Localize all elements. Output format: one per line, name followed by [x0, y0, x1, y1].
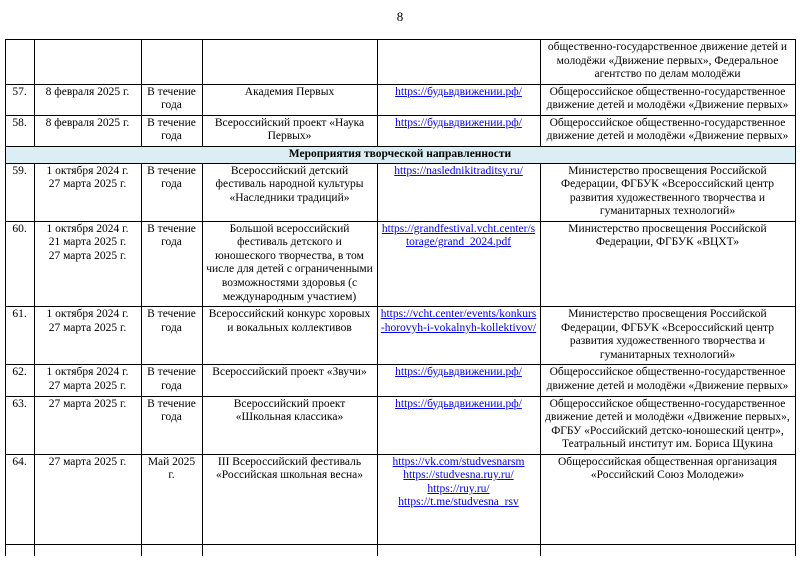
row-number-cell: 64. — [5, 454, 34, 544]
organizer-cell: Общероссийское общественно-государственное движение детей и молодёжи «Движение первых» — [540, 365, 795, 396]
event-link[interactable]: https://ruy.ru/ — [427, 482, 490, 495]
organizer-cell: Министерство просвещения Российской Федерации, ФГБУК «Всероссийский центр развития художественного творчества и гуманитарных технологий» — [540, 307, 795, 365]
duration-cell: В течение года — [141, 396, 202, 454]
event-name-cell: III Всероссийский фестиваль «Российская школьная весна» — [202, 454, 377, 544]
dates-cell — [34, 307, 141, 365]
row-number-cell: 58. — [5, 115, 34, 146]
table-row — [5, 115, 795, 146]
organizer-cell: Министерство просвещения Российской Федерации, ФГБУК «Всероссийский центр развития художественного творчества и гуманитарных технологий» — [540, 163, 795, 221]
table-row — [5, 544, 795, 556]
organizer-cell — [540, 544, 795, 556]
row-number-cell: 59. — [5, 163, 34, 221]
date-text: 27 марта 2025 г. — [48, 249, 127, 262]
event-name-cell: Всероссийский конкурс хоровых и вокальных коллективов — [202, 307, 377, 365]
event-link[interactable]: https://будьвдвижении.рф/ — [395, 116, 522, 129]
event-name-cell — [202, 544, 377, 556]
table-row — [5, 84, 795, 115]
date-text: 27 марта 2025 г. — [48, 455, 127, 468]
table-row — [5, 396, 795, 454]
event-name-cell: Академия Первых — [202, 84, 377, 115]
date-text: 1 октября 2024 г. — [46, 164, 129, 177]
table-row — [5, 221, 795, 306]
links-cell — [377, 84, 540, 115]
row-number-cell — [5, 544, 34, 556]
links-cell — [377, 396, 540, 454]
duration-cell: В течение года — [141, 115, 202, 146]
duration-cell: В течение года — [141, 365, 202, 396]
event-link[interactable]: https://будьвдвижении.рф/ — [395, 85, 522, 98]
event-link[interactable]: https://t.me/studvesna_rsv — [398, 496, 519, 509]
links-cell — [377, 115, 540, 146]
table-row — [5, 365, 795, 396]
organizer-cell: Министерство просвещения Российской Федерации, ФГБУК «ВЦХТ» — [540, 221, 795, 306]
date-text: 1 октября 2024 г. — [46, 222, 129, 235]
event-name-cell: Всероссийский проект «Наука Первых» — [202, 115, 377, 146]
event-name-cell: Большой всероссийский фестиваль детского и юношеского творчества, в том числе для детей с ограниченными возможностями здоровья (с международным участием) — [202, 221, 377, 306]
links-cell — [377, 163, 540, 221]
events-schedule-table — [5, 39, 796, 556]
duration-cell — [141, 544, 202, 556]
event-name-cell: Всероссийский проект «Звучи» — [202, 365, 377, 396]
organizer-cell: Общероссийское общественно-государственное движение детей и молодёжи «Движение первых» — [540, 115, 795, 146]
row-number-cell — [5, 40, 34, 85]
links-cell — [377, 40, 540, 85]
duration-cell: В течение года — [141, 221, 202, 306]
dates-cell — [34, 115, 141, 146]
dates-cell — [34, 544, 141, 556]
event-name-cell: Всероссийский проект «Школьная классика» — [202, 396, 377, 454]
dates-cell — [34, 365, 141, 396]
page-number: 8 — [396, 9, 404, 24]
event-link[interactable]: https://будьвдвижении.рф/ — [395, 366, 522, 379]
event-name-cell: Всероссийский детский фестиваль народной культуры «Наследники традиций» — [202, 163, 377, 221]
organizer-cell: Общероссийская общественная организация «Российский Союз Молодежи» — [540, 454, 795, 544]
row-number-cell: 57. — [5, 84, 34, 115]
row-number-cell: 62. — [5, 365, 34, 396]
links-cell — [377, 544, 540, 556]
event-link[interactable]: https://grandfestival.vcht.center/storage/grand_2024.pdf — [381, 222, 536, 249]
event-link[interactable]: https://vk.com/studvesnarsm — [392, 455, 525, 468]
date-text: 27 марта 2025 г. — [48, 397, 127, 410]
duration-cell: В течение года — [141, 307, 202, 365]
dates-cell — [34, 396, 141, 454]
table-row — [5, 40, 795, 85]
dates-cell — [34, 40, 141, 85]
event-link[interactable]: https://studvesna.ruy.ru/ — [403, 469, 514, 482]
event-link[interactable]: https://будьвдвижении.рф/ — [395, 397, 522, 410]
schedule-table-body — [5, 40, 795, 556]
duration-cell: Май 2025 г. — [141, 454, 202, 544]
links-cell — [377, 221, 540, 306]
section-header-row — [5, 146, 795, 163]
event-name-cell — [202, 40, 377, 85]
date-text: 27 марта 2025 г. — [48, 379, 127, 392]
links-cell — [377, 307, 540, 365]
date-text: 1 октября 2024 г. — [46, 366, 129, 379]
duration-cell: В течение года — [141, 84, 202, 115]
date-text: 1 октября 2024 г. — [46, 308, 129, 321]
dates-cell — [34, 221, 141, 306]
row-number-cell: 63. — [5, 396, 34, 454]
duration-cell — [141, 40, 202, 85]
table-row — [5, 307, 795, 365]
date-text: 21 марта 2025 г. — [48, 236, 127, 249]
organizer-cell: Общероссийское общественно-государственное движение детей и молодёжи «Движение первых», ФГБУ «Российский детско-юношеский центр», Театральный институт им. Бориса Щукина — [540, 396, 795, 454]
section-header-cell: Мероприятия творческой направленности — [5, 146, 795, 163]
links-cell — [377, 365, 540, 396]
table-row — [5, 454, 795, 544]
event-link[interactable]: https://naslednikitraditsy.ru/ — [394, 164, 523, 177]
date-text: 8 февраля 2025 г. — [45, 116, 130, 129]
dates-cell — [34, 84, 141, 115]
row-number-cell: 61. — [5, 307, 34, 365]
date-text: 8 февраля 2025 г. — [45, 85, 130, 98]
organizer-cell: Общероссийское общественно-государственное движение детей и молодёжи «Движение первых» — [540, 84, 795, 115]
dates-cell — [34, 163, 141, 221]
duration-cell: В течение года — [141, 163, 202, 221]
organizer-cell: общественно-государственное движение детей и молодёжи «Движение первых», Федеральное агентство по делам молодёжи — [540, 40, 795, 85]
dates-cell — [34, 454, 141, 544]
date-text: 27 марта 2025 г. — [48, 178, 127, 191]
date-text: 27 марта 2025 г. — [48, 321, 127, 334]
table-row — [5, 163, 795, 221]
event-link[interactable]: https://vcht.center/events/konkurs-horovyh-i-vokalnyh-kollektivov/ — [380, 308, 537, 334]
links-cell — [377, 454, 540, 544]
row-number-cell: 60. — [5, 221, 34, 306]
